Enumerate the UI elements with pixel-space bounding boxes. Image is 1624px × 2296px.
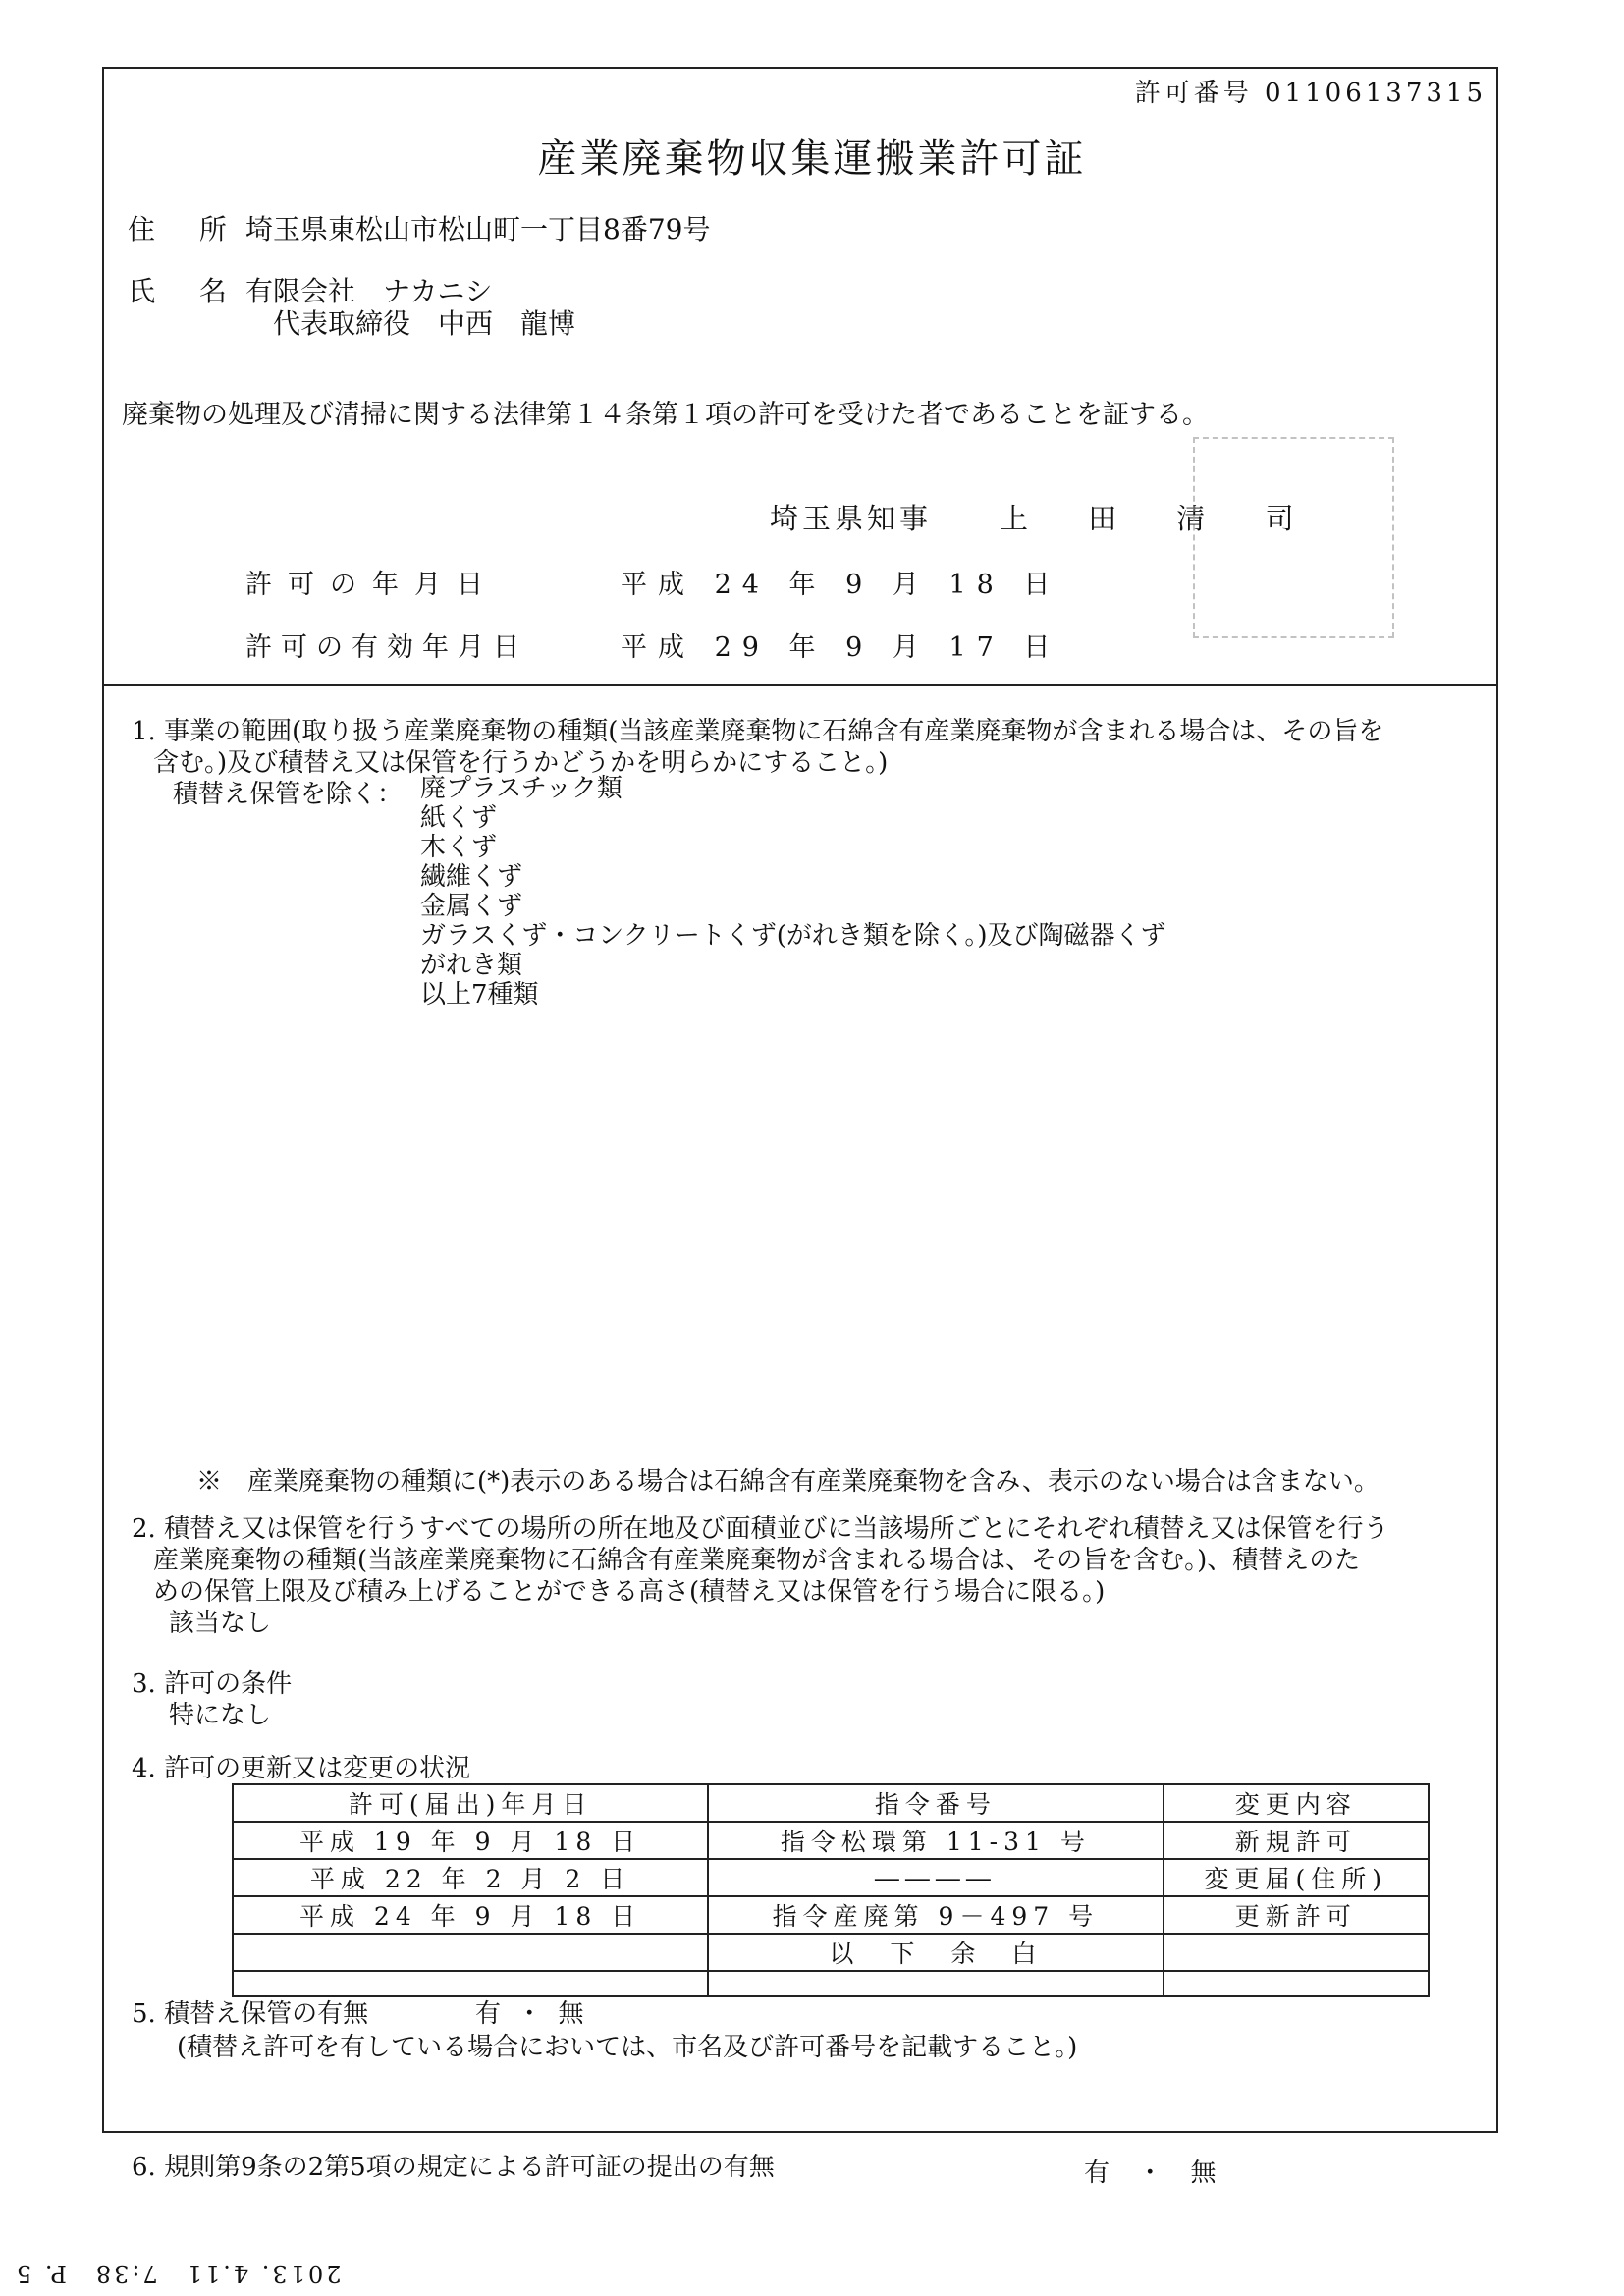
certification-text: 廃棄物の処理及び清掃に関する法律第１４条第１項の許可を受けた者であることを証する。 [122, 400, 1209, 430]
table-cell: 以 下 余 白 [708, 1934, 1163, 1971]
column-header: 変更内容 [1164, 1784, 1429, 1822]
representative-name: 代表取締役 中西 龍博 [273, 307, 576, 340]
section2-line1: 2. 積替え又は保管を行うすべての場所の所在地及び面積並びに当該場所ごとにそれぞれ積替え又は保管を行う [132, 1514, 1389, 1544]
section6-heading: 6. 規則第9条の2第5項の規定による許可証の提出の有無 [132, 2153, 775, 2182]
company-name: 有限会社 ナカニシ [245, 275, 493, 307]
address-value: 埼玉県東松山市松山町一丁目8番79号 [245, 213, 711, 246]
history-table [232, 1783, 1430, 1997]
table-cell [1164, 1934, 1429, 1971]
table-row [233, 1971, 1429, 1996]
list-item: 以上7種類 [420, 980, 539, 1010]
expiry-date-label: 許可の有効年月日 [245, 632, 528, 663]
section5-value: 有 ・ 無 [475, 1999, 588, 2029]
list-item: ガラスくず・コンクリートくず(がれき類を除く。)及び陶磁器くず [420, 921, 1166, 951]
expiry-date-value: 平成 29 年 9 月 17 日 [621, 632, 1061, 663]
table-header-row [233, 1784, 1429, 1822]
table-row [233, 1859, 1429, 1896]
permit-date-value: 平成 24 年 9 月 18 日 [621, 570, 1061, 600]
table-cell: 更新許可 [1164, 1896, 1429, 1934]
section1-heading-cont: 含む。)及び積替え又は保管を行うかどうかを明らかにすること。) [153, 748, 889, 778]
table-row [233, 1896, 1429, 1934]
issuer-title: 埼玉県知事 [770, 502, 933, 535]
section-divider [102, 684, 1498, 686]
table-cell [708, 1971, 1163, 1996]
table-cell: 変更届(住所) [1164, 1859, 1429, 1896]
section1-heading: 1. 事業の範囲(取り扱う産業廃棄物の種類(当該産業廃棄物に石綿含有産業廃棄物が含まれる場合は、その旨を [132, 717, 1384, 746]
column-header: 指令番号 [708, 1784, 1163, 1822]
section6-value: 有 ・ 無 [1084, 2159, 1226, 2188]
section3-heading: 3. 許可の条件 [132, 1669, 293, 1699]
table-row [233, 1934, 1429, 1971]
section2-line2: 産業廃棄物の種類(当該産業廃棄物に石綿含有産業廃棄物が含まれる場合は、その旨を含む。)、積替えのた [153, 1546, 1361, 1575]
table-cell: ―――― [708, 1859, 1163, 1896]
waste-type-list [420, 774, 1165, 1010]
table-cell: 平成 22 年 2 月 2 日 [233, 1859, 708, 1896]
table-cell: 平成 24 年 9 月 18 日 [233, 1896, 708, 1934]
table-cell: 新規許可 [1164, 1822, 1429, 1859]
official-seal-area [1193, 437, 1394, 638]
section3-value: 特になし [169, 1701, 272, 1730]
permit-date-label: 許可の年月日 [245, 570, 499, 600]
address-label: 住 所 [128, 213, 244, 246]
list-item: 繊維くず [420, 862, 523, 892]
table-cell: 指令産廃第 9－497 号 [708, 1896, 1163, 1934]
asbestos-note: ※ 産業廃棄物の種類に(*)表示のある場合は石綿含有産業廃棄物を含み、表示のない場合は含まない。 [196, 1467, 1380, 1497]
table-cell [1164, 1971, 1429, 1996]
column-header: 許可(届出)年月日 [233, 1784, 708, 1822]
fax-timestamp: 2013. 4.11 7:38 P. 5 [14, 2260, 342, 2287]
section5-note: (積替え許可を有している場合においては、市名及び許可番号を記載すること。) [177, 2033, 1078, 2062]
scope-label: 積替え保管を除く： [173, 780, 404, 809]
table-row [233, 1822, 1429, 1859]
table-cell [233, 1934, 708, 1971]
list-item: 廃プラスチック類 [420, 774, 623, 803]
section4-heading: 4. 許可の更新又は変更の状況 [132, 1754, 471, 1783]
table-cell: 平成 19 年 9 月 18 日 [233, 1822, 708, 1859]
list-item: 紙くず [420, 803, 498, 833]
section5-heading: 5. 積替え保管の有無 [132, 1999, 369, 2029]
name-label: 氏 名 [128, 275, 244, 307]
permit-number: 許可番号 01106137315 [1134, 79, 1487, 108]
list-item: 金属くず [420, 892, 523, 921]
list-item: 木くず [420, 833, 498, 862]
section2-line3: めの保管上限及び積み上げることができる高さ(積替え又は保管を行う場合に限る。) [153, 1577, 1106, 1607]
list-item: がれき類 [420, 951, 523, 980]
section2-value: 該当なし [169, 1609, 272, 1638]
table-cell: 指令松環第 11-31 号 [708, 1822, 1163, 1859]
page-title: 産業廃棄物収集運搬業許可証 [537, 137, 1087, 182]
issuer-name: 上 田 清 司 [1000, 502, 1320, 535]
